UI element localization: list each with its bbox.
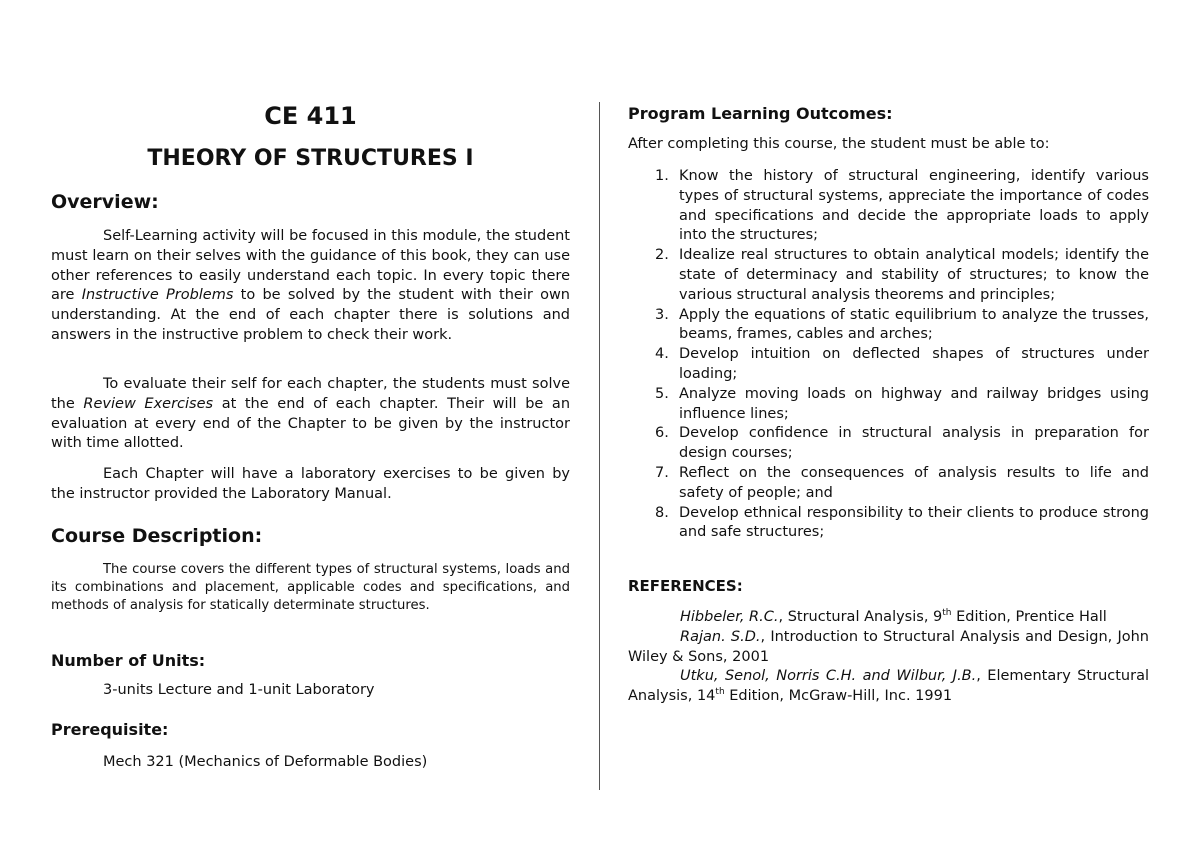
outcome-number: 1. xyxy=(655,168,669,184)
outcome-item xyxy=(628,504,1149,544)
reference-author: Hibbeler, R.C. xyxy=(680,609,779,625)
references-heading: REFERENCES: xyxy=(628,577,743,595)
outcome-number: 5. xyxy=(655,385,669,402)
outcome-number: 8. xyxy=(655,504,669,521)
reference-text: , Elementary Structural Analysis, 14 xyxy=(628,668,1149,704)
outcome-text: Develop ethnical responsibility to their clients to produce strong and safe structures; xyxy=(679,504,1149,541)
column-divider xyxy=(599,102,600,790)
outcome-text: Idealize real structures to obtain analytical models; identify the state of determinacy and stability of structures; to know the various structural analysis theorems and principles; xyxy=(679,247,1149,303)
outcome-number: 6. xyxy=(655,425,669,442)
reference-text: , Introduction to Structural Analysis and Design, John Wiley & Sons, 2001 xyxy=(628,629,1149,665)
reference-text: , Structural Analysis, 9 xyxy=(778,609,943,625)
reference-item-2 xyxy=(628,628,1149,668)
outcome-item xyxy=(628,246,1149,305)
prerequisite-text: Mech 321 (Mechanics of Deformable Bodies) xyxy=(103,754,428,770)
reference-superscript: th xyxy=(942,608,952,619)
outcome-text: Develop confidence in structural analysis in preparation for design courses; xyxy=(679,425,1149,462)
course-description-heading: Course Description: xyxy=(51,525,263,547)
outcome-text: Analyze moving loads on highway and railway bridges using influence lines; xyxy=(679,385,1149,422)
outcome-text: Apply the equations of static equilibrium to analyze the trusses, beams, frames, cables and arches; xyxy=(679,306,1149,343)
outcome-text: Know the history of structural engineering, identify various types of structural systems, appreciate the importance of codes and specifications and decide the appropriate loads to apply into the structures; xyxy=(679,168,1149,244)
outcome-item xyxy=(628,464,1149,504)
overview-p2-a: To evaluate their self for each chapter, the students must solve the xyxy=(51,376,570,412)
outcome-text: Develop intuition on deflected shapes of structures under loading; xyxy=(679,346,1149,382)
reference-text-end: Edition, McGraw-Hill, Inc. 1991 xyxy=(724,687,953,704)
overview-p2-b: at the end of each chapter. Their will be an evaluation at every end of the Chapter to be given by the instructor with time allotted. xyxy=(51,395,571,452)
outcome-number: 7. xyxy=(655,464,669,481)
units-heading: Number of Units: xyxy=(51,651,206,670)
outcome-item xyxy=(628,424,1149,464)
outcomes-list xyxy=(628,167,1149,543)
plo-heading: Program Learning Outcomes: xyxy=(628,104,893,123)
outcome-number: 3. xyxy=(655,306,669,323)
overview-p1-b: to be solved by the student with their own understanding. At the end of each chapter there is solutions and answers in the instructive problem to check their work. xyxy=(51,287,570,343)
plo-intro: After completing this course, the student must be able to: xyxy=(628,136,1050,152)
prerequisite-heading: Prerequisite: xyxy=(51,720,169,739)
reference-item-1 xyxy=(628,608,1149,628)
outcome-text: Reflect on the consequences of analysis results to life and safety of people; and xyxy=(679,464,1149,501)
reference-author: Rajan. S.D. xyxy=(680,629,761,645)
outcome-number: 2. xyxy=(655,247,669,264)
reference-author: Utku, Senol, Norris C.H. and Wilbur, J.B. xyxy=(680,668,977,684)
overview-paragraph-3: Each Chapter will have a laboratory exercises to be given by the instructor provided the Laboratory Manual. xyxy=(51,466,570,502)
outcome-item xyxy=(628,306,1149,346)
course-title: THEORY OF STRUCTURES I xyxy=(147,146,474,171)
overview-paragraph-2 xyxy=(51,375,570,454)
outcome-item xyxy=(628,167,1149,246)
overview-heading: Overview: xyxy=(51,191,159,213)
units-text: 3-units Lecture and 1-unit Laboratory xyxy=(103,682,375,698)
overview-p2-emphasis: Review Exercises xyxy=(83,395,214,412)
reference-item-3 xyxy=(628,667,1149,707)
outcome-item xyxy=(628,345,1149,385)
reference-superscript: th xyxy=(715,686,725,697)
course-description-text: The course covers the different types of structural systems, loads and its combinations and placement, applicable codes and specifications, and methods of analysis for statically determinate structures. xyxy=(51,562,570,613)
overview-p1-emphasis: Instructive Problems xyxy=(81,287,234,304)
outcome-number: 4. xyxy=(655,346,669,363)
outcome-item xyxy=(628,385,1149,425)
overview-paragraph-1 xyxy=(51,227,570,346)
course-code: CE 411 xyxy=(264,102,357,130)
overview-p1-a: Self-Learning activity will be focused in this module, the student must learn on their selves with the guidance of this book, they can use other references to easily understand each topic. In every topic there are xyxy=(51,228,570,304)
reference-text-end: Edition, Prentice Hall xyxy=(951,609,1107,625)
